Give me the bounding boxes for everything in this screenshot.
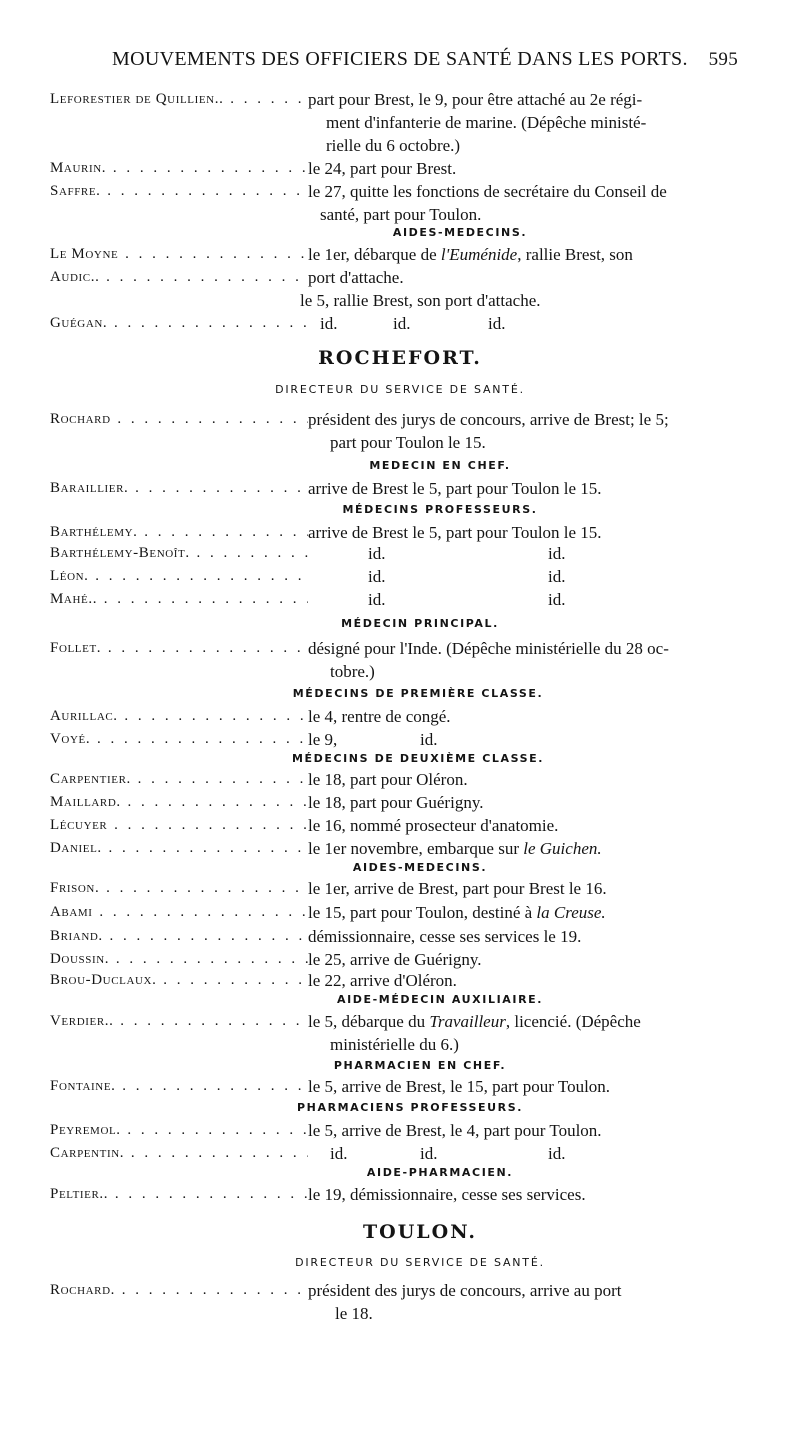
entry-text: le 16, nommé prosecteur d'anatomie. — [308, 816, 559, 835]
officer-name: Saffre. . . . — [50, 180, 308, 203]
ditto-mark: id. — [548, 544, 566, 563]
entry-continuation: le 5, rallie Brest, son port d'attache. — [300, 291, 541, 310]
section-heading: PHARMACIENS PROFESSEURS. — [296, 1101, 524, 1114]
entry-text: le 4, rentre de congé. — [308, 707, 451, 726]
text-part: le 5, débarque du — [308, 1012, 430, 1031]
officer-name: Aurillac. . . . — [50, 705, 308, 728]
officer-name: Léon. . . . — [50, 565, 308, 588]
entry-row — [50, 1075, 762, 1098]
text-part: , licencié. (Dépêche — [505, 1012, 641, 1031]
entry-row — [50, 948, 762, 971]
entry-row — [50, 1119, 762, 1142]
ditto-mark: id. — [330, 1144, 348, 1163]
entry-text — [308, 565, 762, 588]
entry-row — [50, 969, 762, 992]
entry-text: le 22, arrive d'Oléron. — [308, 971, 457, 990]
entry-text: arrive de Brest le 5, part pour Toulon le 15. — [308, 523, 602, 542]
ditto-mark: id. — [488, 314, 506, 333]
officer-name: Daniel. . . . — [50, 837, 308, 860]
entry-continuation: part pour Toulon le 15. — [330, 433, 486, 452]
entry-row — [50, 901, 762, 924]
ditto-mark: id. — [368, 590, 386, 609]
entry-row — [50, 266, 762, 289]
entry-continuation: tobre.) — [330, 662, 375, 681]
section-heading: DIRECTEUR DU SERVICE DE SANTÉ. — [295, 1256, 545, 1269]
ditto-mark: id. — [368, 544, 386, 563]
ditto-mark: id. — [548, 590, 566, 609]
entry-row — [50, 157, 762, 180]
entry-row — [50, 588, 762, 611]
entry-text — [308, 542, 762, 565]
officer-name: Rochard . . . — [50, 408, 308, 431]
entry-row — [50, 1142, 762, 1165]
section-heading: MÉDECINS DE PREMIÈRE CLASSE. — [292, 687, 544, 700]
city-heading: TOULON. — [363, 1221, 477, 1243]
ditto-mark: id. — [548, 1144, 566, 1163]
entry-continuation: santé, part pour Toulon. — [320, 205, 482, 224]
entry-text: le 18, part pour Guérigny. — [308, 793, 484, 812]
entry-row — [50, 814, 762, 837]
entry-text — [308, 901, 762, 924]
ditto-mark: id. — [420, 1144, 438, 1163]
ditto-mark: id. — [548, 567, 566, 586]
entry-text: arrive de Brest le 5, part pour Toulon le 15. — [308, 479, 602, 498]
entry-row — [50, 768, 762, 791]
officer-name: Maillard. . . . — [50, 791, 308, 814]
entry-date: le 9, — [308, 730, 338, 749]
section-heading: AIDE-MÉDECIN AUXILIAIRE. — [336, 993, 544, 1006]
ship-name: la Creuse. — [536, 903, 606, 922]
entry-text: président des jurys de concours, arrive de Brest; le 5; — [308, 410, 669, 429]
entry-row — [50, 1010, 762, 1033]
section-heading: AIDES-MEDECINS. — [352, 861, 488, 874]
officer-name: Verdier.. . . . — [50, 1010, 308, 1033]
officer-name: Brou-Duclaux. . . . — [50, 969, 308, 992]
entry-text: démissionnaire, cesse ses services le 19. — [308, 927, 582, 946]
officer-name: Frison. . . . — [50, 877, 308, 900]
ditto-mark: id. — [320, 314, 338, 333]
officer-name: Leforestier de Quillien.. . . . — [50, 88, 308, 111]
entry-text: le 1er, arrive de Brest, part pour Brest le 16. — [308, 879, 607, 898]
officer-name: Peltier.. . . . — [50, 1183, 308, 1206]
text-part: , rallie Brest, son — [517, 245, 633, 264]
section-heading: AIDE-PHARMACIEN. — [366, 1166, 514, 1179]
entry-text: le 18, part pour Oléron. — [308, 770, 468, 789]
ditto-mark: id. — [393, 314, 411, 333]
entry-text: part pour Brest, le 9, pour être attaché au 2e régi- — [308, 90, 643, 109]
entry-text: désigné pour l'Inde. (Dépêche ministérielle du 28 oc- — [308, 639, 669, 658]
ditto-mark: id. — [420, 730, 438, 749]
officer-name: Le Moyne . . . — [50, 243, 308, 266]
entry-row — [50, 312, 762, 335]
officer-name: Doussin. . . . — [50, 948, 308, 971]
entry-row — [50, 565, 762, 588]
entry-continuation: ment d'infanterie de marine. (Dépêche ministé- — [326, 113, 647, 132]
ship-name: le Guichen. — [523, 839, 602, 858]
officer-name: Peyremol. . . . — [50, 1119, 308, 1142]
entry-text: président des jurys de concours, arrive au port — [308, 1281, 622, 1300]
entry-text: le 25, arrive de Guérigny. — [308, 950, 482, 969]
section-heading: DIRECTEUR DU SERVICE DE SANTÉ. — [275, 383, 525, 396]
text-part: le 1er novembre, embarque sur — [308, 839, 524, 858]
officer-name: Audic.. . . . — [50, 266, 308, 289]
entry-text — [308, 243, 762, 266]
entry-row — [50, 728, 762, 751]
entry-row — [50, 1279, 762, 1302]
section-heading: MÉDECIN PRINCIPAL. — [341, 617, 499, 630]
entry-text — [308, 837, 762, 860]
text-part: le 15, part pour Toulon, destiné à — [308, 903, 537, 922]
section-heading: PHARMACIEN EN CHEF. — [333, 1059, 507, 1072]
entry-row — [50, 88, 762, 111]
entry-row — [50, 542, 762, 565]
entry-text — [308, 312, 762, 335]
officer-name: Barthélemy-Benoît. . . . — [50, 542, 308, 565]
entry-text: le 24, part pour Brest. — [308, 159, 457, 178]
entry-text — [308, 728, 762, 751]
officer-name: Mahé.. . . . — [50, 588, 308, 611]
entry-text: le 5, arrive de Brest, le 15, part pour Toulon. — [308, 1077, 611, 1096]
entry-row — [50, 521, 762, 544]
city-heading: ROCHEFORT. — [318, 347, 482, 369]
entry-continuation: le 18. — [335, 1304, 373, 1323]
entry-text: port d'attache. — [308, 268, 404, 287]
officer-name: Guégan. . . . — [50, 312, 308, 335]
text-part: le 1er, débarque de — [308, 245, 441, 264]
entry-text — [308, 1142, 762, 1165]
officer-name: Fontaine. . . . — [50, 1075, 308, 1098]
entry-text: le 27, quitte les fonctions de secrétaire du Conseil de — [308, 182, 667, 201]
ship-name: l'Euménide — [440, 245, 518, 264]
entry-continuation: rielle du 6 octobre.) — [326, 136, 461, 155]
entry-row — [50, 180, 762, 203]
officer-name: Lécuyer . . . — [50, 814, 308, 837]
officer-name: Carpentin. . . . — [50, 1142, 308, 1165]
section-heading: MÉDECINS PROFESSEURS. — [342, 503, 538, 516]
entry-continuation: ministérielle du 6.) — [330, 1035, 459, 1054]
officer-name: Barthélemy. . . . — [50, 521, 308, 544]
entry-text: le 5, arrive de Brest, le 4, part pour Toulon. — [308, 1121, 602, 1140]
entry-text — [308, 588, 762, 611]
officer-name: Voyé. . . . — [50, 728, 308, 751]
ditto-mark: id. — [368, 567, 386, 586]
officer-name: Maurin. . . . — [50, 157, 308, 180]
officer-name: Rochard. . . . — [50, 1279, 308, 1302]
entry-row — [50, 1183, 762, 1206]
entry-row — [50, 477, 762, 500]
running-head — [112, 48, 738, 71]
section-heading: AIDES-MEDECINS. — [392, 226, 528, 239]
section-heading: MÉDECINS DE DEUXIÈME CLASSE. — [291, 752, 545, 765]
officer-name: Briand. . . . — [50, 925, 308, 948]
officer-name: Abami . . . — [50, 901, 308, 924]
page-number: 595 — [708, 49, 738, 70]
officer-name: Follet. . . . — [50, 637, 308, 660]
entry-row — [50, 837, 762, 860]
officer-name: Carpentier. . . . — [50, 768, 308, 791]
entry-row — [50, 705, 762, 728]
entry-text — [308, 1010, 762, 1033]
entry-row — [50, 877, 762, 900]
entry-row — [50, 925, 762, 948]
entry-row — [50, 243, 762, 266]
entry-row — [50, 408, 762, 431]
ship-name: Travailleur — [429, 1012, 506, 1031]
entry-text: le 19, démissionnaire, cesse ses services. — [308, 1185, 586, 1204]
entry-row — [50, 637, 762, 660]
entry-row — [50, 791, 762, 814]
officer-name: Baraillier. . . . — [50, 477, 308, 500]
section-heading: MEDECIN EN CHEF. — [369, 459, 511, 472]
running-title: MOUVEMENTS DES OFFICIERS DE SANTÉ DANS LES PORTS. — [112, 48, 688, 70]
